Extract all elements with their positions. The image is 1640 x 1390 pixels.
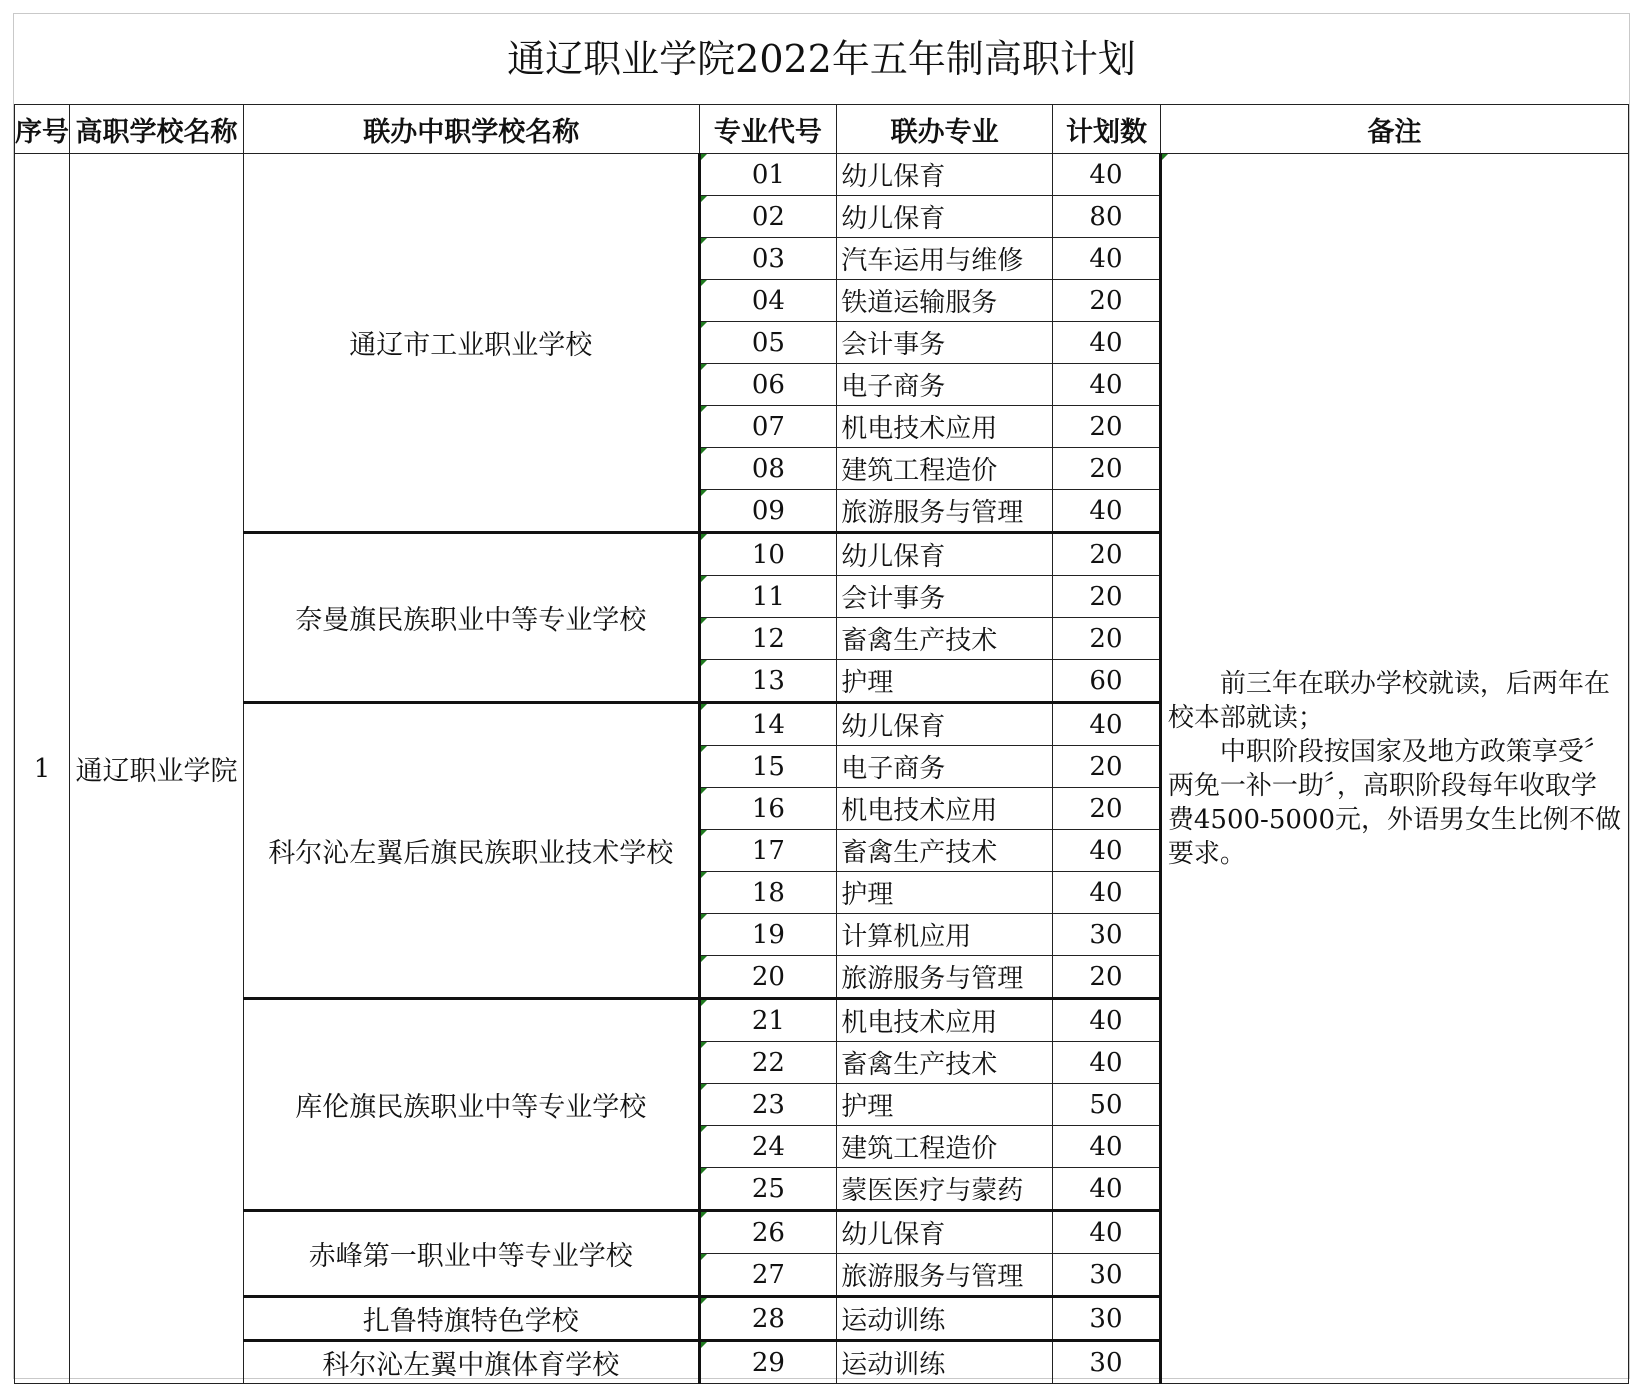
plan-table: [14, 104, 1629, 1384]
major-code-cell: 06: [699, 364, 837, 406]
remark-cell: [1160, 154, 1628, 1384]
plan-count-cell: 40: [1053, 154, 1161, 196]
school-name-cell: 扎鲁特旗特色学校: [243, 1297, 699, 1341]
major-name-cell: 机电技术应用: [837, 999, 1053, 1042]
major-name-cell: 电子商务: [837, 364, 1053, 406]
major-name-cell: 蒙医医疗与蒙药: [837, 1168, 1053, 1211]
plan-count-cell: 20: [1053, 533, 1161, 576]
major-code-cell: 17: [699, 830, 837, 872]
plan-count-cell: 30: [1053, 1297, 1161, 1341]
major-name-cell: 护理: [837, 872, 1053, 914]
header-school: 联办中职学校名称: [243, 105, 699, 154]
major-code-cell: 18: [699, 872, 837, 914]
header-major: 联办专业: [837, 105, 1053, 154]
major-name-cell: 运动训练: [837, 1341, 1053, 1384]
plan-count-cell: 40: [1053, 1168, 1161, 1211]
school-name-cell: 奈曼旗民族职业中等专业学校: [243, 533, 699, 703]
major-code-cell: 12: [699, 618, 837, 660]
plan-count-cell: 20: [1053, 448, 1161, 490]
plan-count-cell: 20: [1053, 406, 1161, 448]
major-name-cell: 建筑工程造价: [837, 448, 1053, 490]
plan-count-cell: 20: [1053, 746, 1161, 788]
major-code-cell: 08: [699, 448, 837, 490]
major-name-cell: 建筑工程造价: [837, 1126, 1053, 1168]
major-name-cell: 运动训练: [837, 1297, 1053, 1341]
plan-count-cell: 40: [1053, 364, 1161, 406]
major-name-cell: 幼儿保育: [837, 703, 1053, 746]
major-code-cell: 01: [699, 154, 837, 196]
plan-count-cell: 40: [1053, 1126, 1161, 1168]
plan-count-cell: 40: [1053, 238, 1161, 280]
major-name-cell: 机电技术应用: [837, 788, 1053, 830]
major-name-cell: 幼儿保育: [837, 533, 1053, 576]
major-name-cell: 畜禽生产技术: [837, 830, 1053, 872]
page-title: 通辽职业学院2022年五年制高职计划: [507, 37, 1136, 81]
major-code-cell: 20: [699, 956, 837, 999]
header-code: 专业代号: [699, 105, 837, 154]
school-name-cell: 科尔沁左翼后旗民族职业技术学校: [243, 703, 699, 999]
major-name-cell: 幼儿保育: [837, 154, 1053, 196]
remark-line-1: 前三年在联办学校就读，后两年在校本部就读；: [1167, 668, 1610, 733]
plan-count-cell: 50: [1053, 1084, 1161, 1126]
major-name-cell: 幼儿保育: [837, 196, 1053, 238]
major-code-cell: 22: [699, 1042, 837, 1084]
major-name-cell: 护理: [837, 1084, 1053, 1126]
plan-count-cell: 20: [1053, 280, 1161, 322]
plan-count-cell: 40: [1053, 1211, 1161, 1254]
table-row: [15, 154, 1629, 196]
major-code-cell: 29: [699, 1341, 837, 1384]
major-name-cell: 电子商务: [837, 746, 1053, 788]
major-name-cell: 铁道运输服务: [837, 280, 1053, 322]
major-code-cell: 14: [699, 703, 837, 746]
major-name-cell: 汽车运用与维修: [837, 238, 1053, 280]
major-code-cell: 11: [699, 576, 837, 618]
major-code-cell: 04: [699, 280, 837, 322]
plan-count-cell: 20: [1053, 956, 1161, 999]
major-name-cell: 旅游服务与管理: [837, 490, 1053, 533]
major-code-cell: 13: [699, 660, 837, 703]
plan-count-cell: 40: [1053, 490, 1161, 533]
major-name-cell: 计算机应用: [837, 914, 1053, 956]
plan-count-cell: 40: [1053, 1042, 1161, 1084]
header-row: [15, 105, 1629, 154]
college-name-cell: 通辽职业学院: [70, 154, 244, 1384]
major-code-cell: 19: [699, 914, 837, 956]
major-name-cell: 旅游服务与管理: [837, 1254, 1053, 1297]
school-name-cell: 库伦旗民族职业中等专业学校: [243, 999, 699, 1211]
major-name-cell: 旅游服务与管理: [837, 956, 1053, 999]
remark-line-2: 中职阶段按国家及地方政策享受〞两免一补一助〞，高职阶段每年收取学费4500-5000元，外语男女生比例不做要求。: [1167, 736, 1621, 869]
table-body: [15, 154, 1629, 1384]
major-name-cell: 畜禽生产技术: [837, 618, 1053, 660]
major-code-cell: 23: [699, 1084, 837, 1126]
plan-count-cell: 20: [1053, 576, 1161, 618]
school-name-cell: 科尔沁左翼中旗体育学校: [243, 1341, 699, 1384]
major-code-cell: 05: [699, 322, 837, 364]
major-code-cell: 09: [699, 490, 837, 533]
major-name-cell: 护理: [837, 660, 1053, 703]
major-code-cell: 07: [699, 406, 837, 448]
plan-count-cell: 40: [1053, 703, 1161, 746]
major-code-cell: 26: [699, 1211, 837, 1254]
header-remark: 备注: [1160, 105, 1628, 154]
plan-count-cell: 20: [1053, 618, 1161, 660]
major-code-cell: 02: [699, 196, 837, 238]
major-code-cell: 27: [699, 1254, 837, 1297]
plan-count-cell: 40: [1053, 830, 1161, 872]
school-name-cell: 赤峰第一职业中等专业学校: [243, 1211, 699, 1297]
major-code-cell: 24: [699, 1126, 837, 1168]
header-seq: 序号: [15, 105, 70, 154]
major-code-cell: 10: [699, 533, 837, 576]
plan-count-cell: 30: [1053, 1254, 1161, 1297]
major-code-cell: 03: [699, 238, 837, 280]
major-name-cell: 会计事务: [837, 322, 1053, 364]
plan-count-cell: 40: [1053, 999, 1161, 1042]
plan-count-cell: 40: [1053, 322, 1161, 364]
plan-count-cell: 30: [1053, 1341, 1161, 1384]
plan-count-cell: 20: [1053, 788, 1161, 830]
major-code-cell: 21: [699, 999, 837, 1042]
major-code-cell: 28: [699, 1297, 837, 1341]
major-name-cell: 畜禽生产技术: [837, 1042, 1053, 1084]
plan-count-cell: 30: [1053, 914, 1161, 956]
spreadsheet-sheet: [13, 13, 1630, 1379]
header-plan: 计划数: [1053, 105, 1161, 154]
seq-cell: 1: [15, 154, 70, 1384]
major-name-cell: 机电技术应用: [837, 406, 1053, 448]
plan-count-cell: 80: [1053, 196, 1161, 238]
school-name-cell: 通辽市工业职业学校: [243, 154, 699, 533]
major-code-cell: 16: [699, 788, 837, 830]
header-college: 高职学校名称: [70, 105, 244, 154]
plan-count-cell: 40: [1053, 872, 1161, 914]
major-code-cell: 25: [699, 1168, 837, 1211]
plan-count-cell: 60: [1053, 660, 1161, 703]
major-name-cell: 幼儿保育: [837, 1211, 1053, 1254]
major-code-cell: 15: [699, 746, 837, 788]
major-name-cell: 会计事务: [837, 576, 1053, 618]
